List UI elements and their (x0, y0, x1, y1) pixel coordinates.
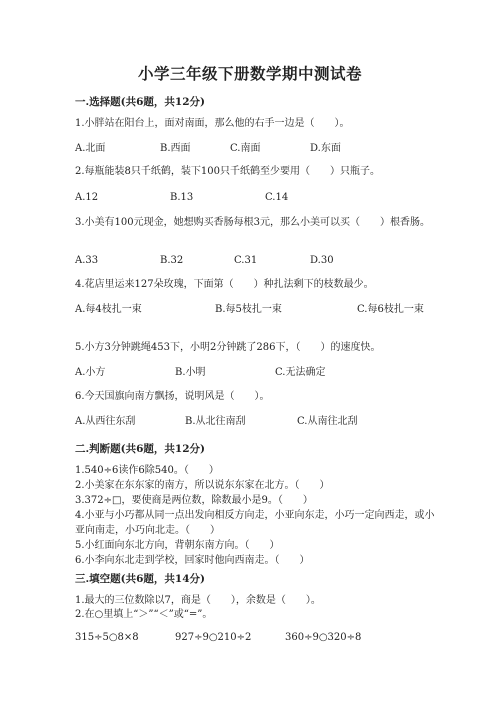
choice-option: C.从南往北刮 (297, 416, 358, 427)
choice-option: A.小方 (75, 367, 106, 378)
choice-option: C.南面 (230, 143, 261, 154)
judge-item: 1.540÷6读作6除540。（ ） (75, 465, 219, 476)
fill-question-1: 1.最大的三位数除以7，商是（ ），余数是（ ）。 (75, 595, 321, 606)
choice-question-1: 1.小胖站在阳台上，面对南面，那么他的右手一边是（ ）。 (75, 118, 350, 129)
choice-option: B.西面 (160, 143, 191, 154)
choice-option: A.33 (75, 255, 99, 266)
compare-expression: 360÷9○320÷8 (285, 632, 362, 643)
choice-option: D.30 (310, 255, 334, 266)
judge-item: 5.小红面向东北方向，背朝东南方向。（ ） (75, 540, 280, 551)
choice-option: A.从西往东刮 (75, 416, 136, 427)
judge-item: 4.小亚与小巧都从同一点出发向相反方向走，小亚向东走，小巧一定向西走，或小亚向南走，小巧向北走。（ ） (75, 510, 435, 536)
section-heading-fill: 三.填空题(共6题，共14分) (75, 573, 206, 585)
choice-option: B.13 (170, 192, 194, 203)
choice-option: A.每4枝扎一束 (75, 304, 142, 315)
choice-option: C.14 (265, 192, 289, 203)
choice-option: A.12 (75, 192, 99, 203)
compare-expression: 927÷9○210÷2 (175, 632, 252, 643)
judge-item: 6.小李向东北走到学校，回家时他向西南走。（ ） (75, 555, 310, 566)
page-title: 小学三年级下册数学期中测试卷 (137, 64, 362, 83)
judge-item: 2.小美家在东东家的南方，所以说东东家在北方。（ ） (75, 480, 330, 491)
choice-question-3: 3.小美有100元现金，她想购买香肠每根3元，那么小美可以买（ ）根香肠。 (75, 217, 430, 228)
choice-option: C.无法确定 (275, 367, 326, 378)
choice-option: B.32 (160, 255, 184, 266)
choice-option: A.北面 (75, 143, 106, 154)
choice-question-6: 6.今天国旗向南方飘扬，说明风是（ ）。 (75, 391, 270, 402)
choice-question-4: 4.花店里运来127朵玫瑰，下面第（ ）种扎法剩下的枝数最少。 (75, 279, 374, 290)
choice-question-5: 5.小方3分钟跳绳453下，小明2分钟跳了286下，（ ）的速度快。 (75, 342, 381, 353)
judge-list (75, 463, 435, 568)
section-heading-judge: 二.判断题(共6题，共12分) (75, 443, 206, 455)
section-heading-choice: 一.选择题(共6题，共12分) (75, 96, 206, 108)
judge-item: 3.372÷□，要使商是两位数，除数最小是9。（ ） (75, 495, 313, 506)
choice-option: B.小明 (175, 367, 206, 378)
compare-expression: 315÷5○8×8 (75, 632, 139, 643)
choice-option: B.每5枝扎一束 (215, 304, 282, 315)
choice-option: C.每6枝扎一束 (357, 304, 424, 315)
choice-option: C.31 (234, 255, 258, 266)
choice-question-2: 2.每瓶能装8只千纸鹤，装下100只千纸鹤至少要用（ ）只瓶子。 (75, 166, 380, 177)
choice-option: D.东面 (310, 143, 341, 154)
choice-option: B.从北往南刮 (185, 416, 246, 427)
fill-question-2: 2.在○里填上“＞”“＜”或“=”。 (75, 609, 213, 620)
